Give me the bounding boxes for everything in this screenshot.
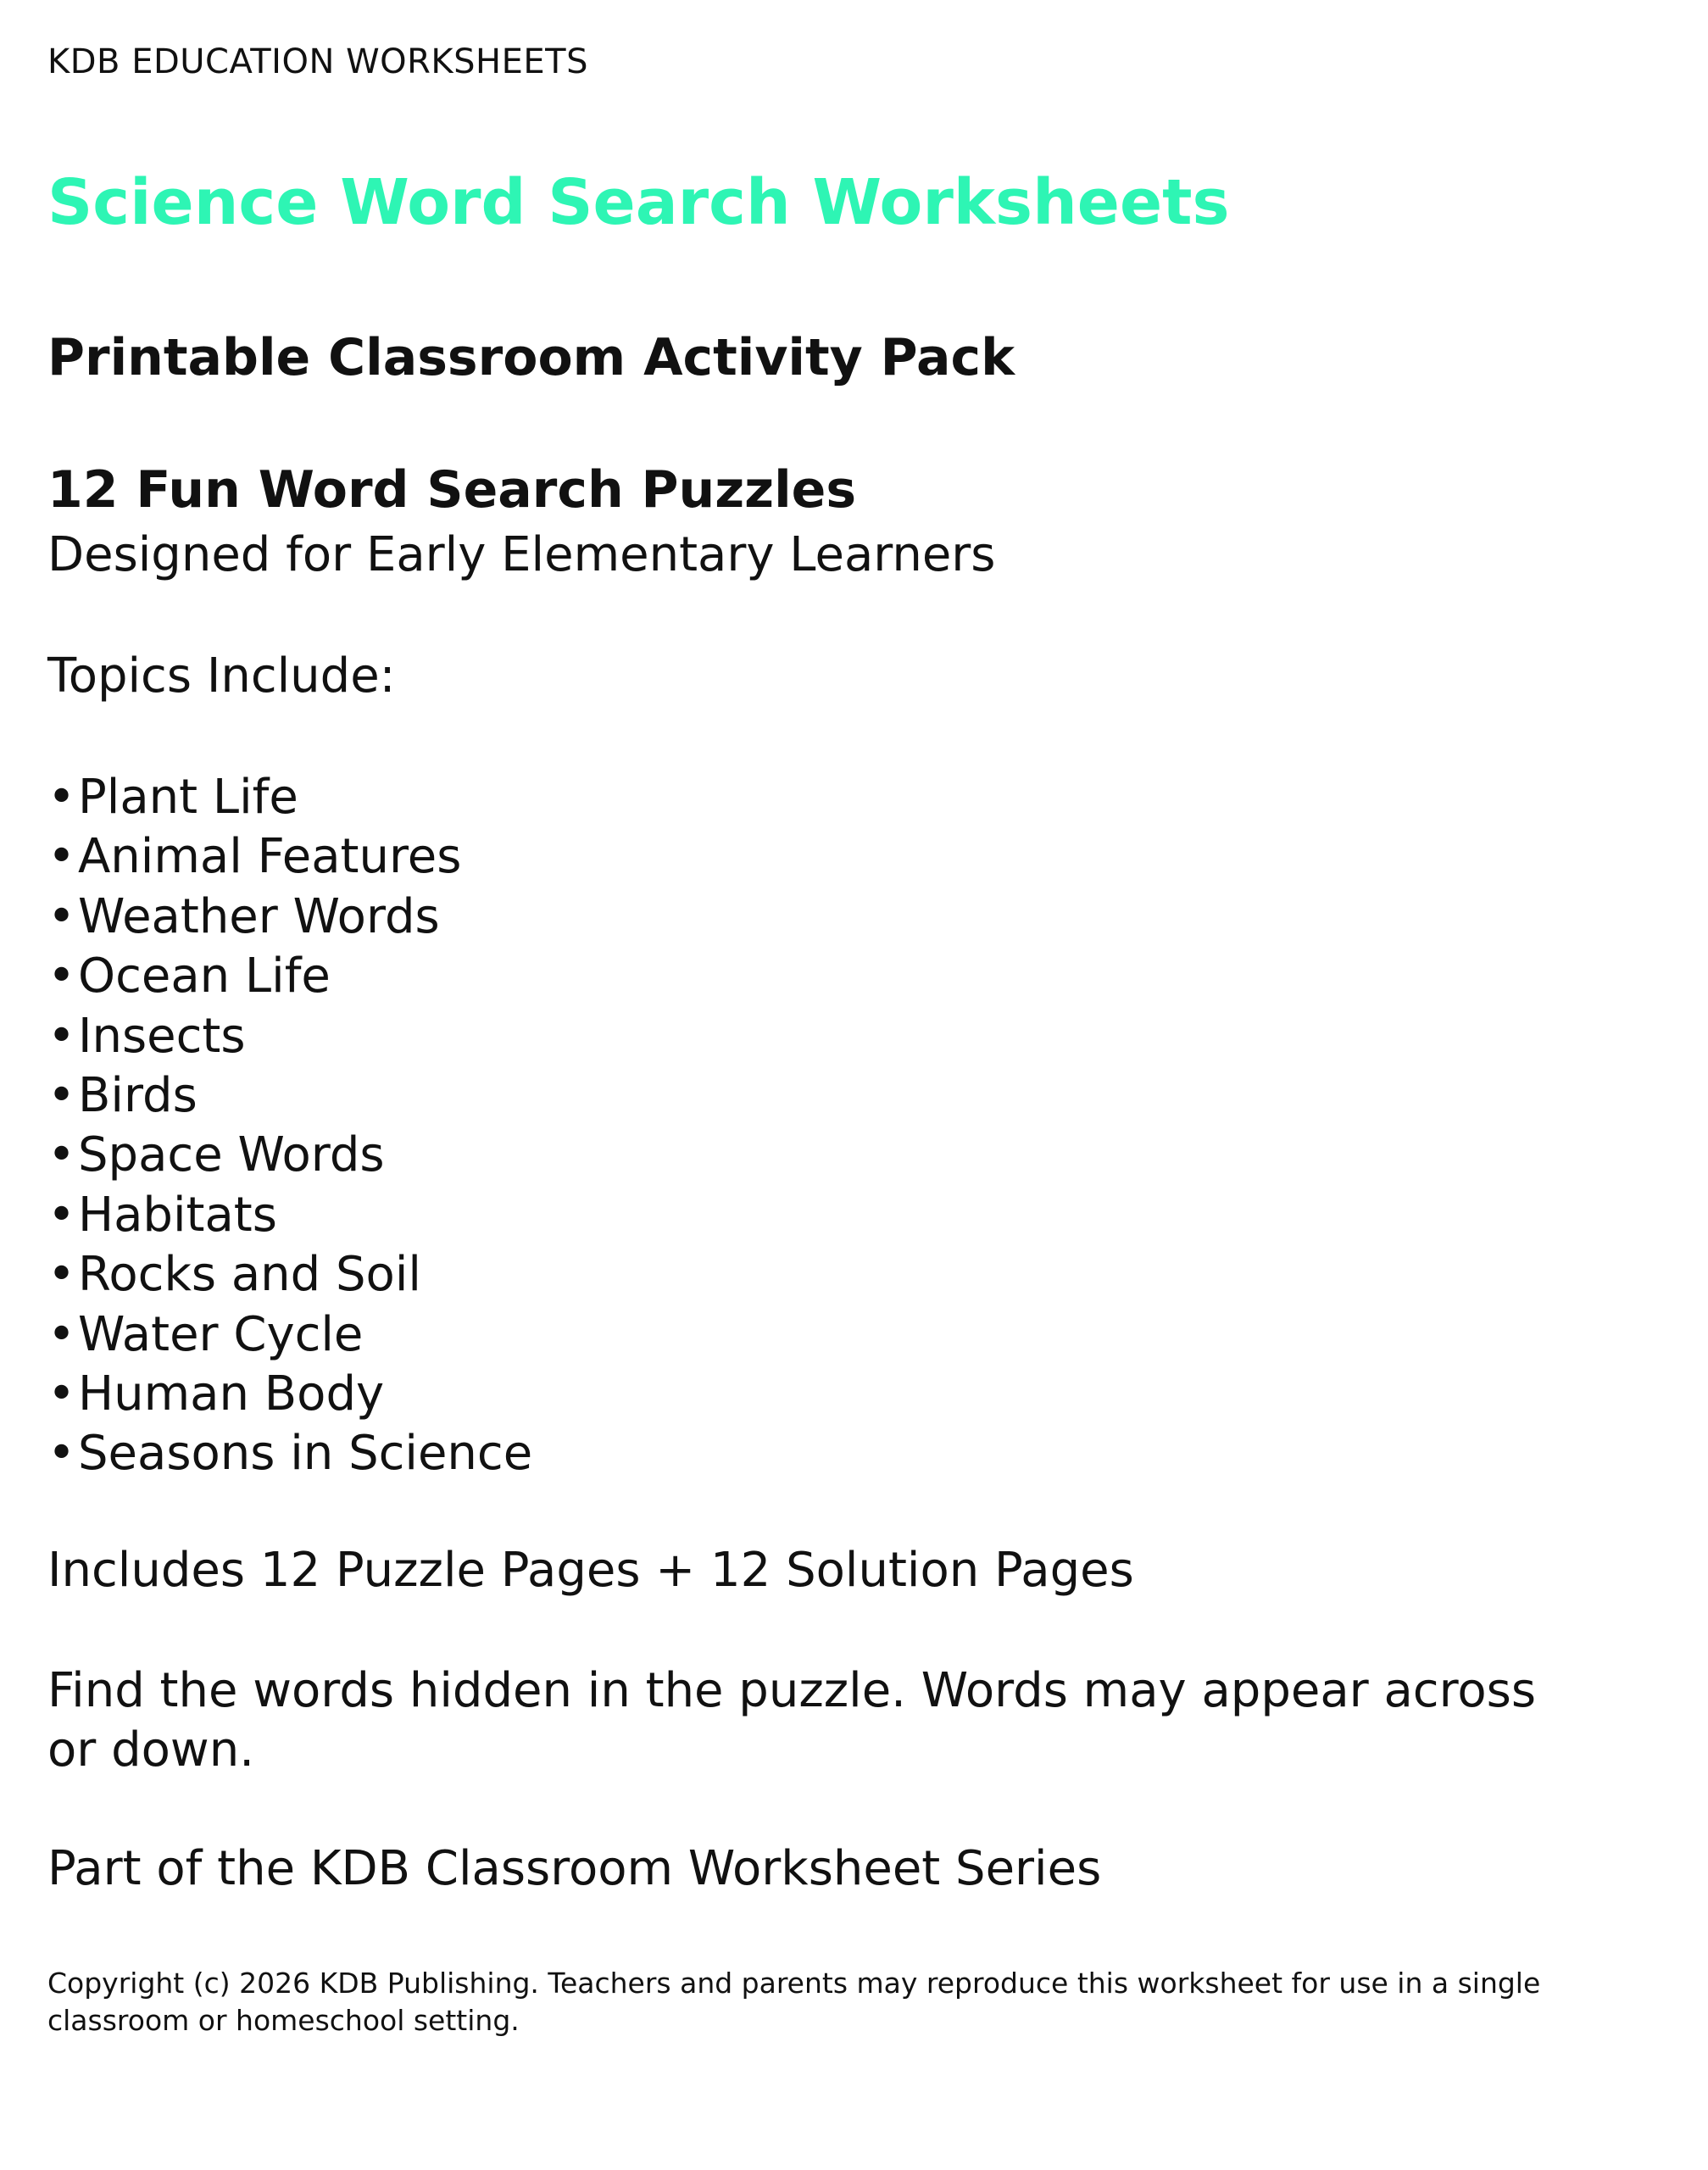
list-item [47, 1126, 532, 1185]
bullet-icon: • [47, 1067, 76, 1123]
topic-label: Insects [78, 1008, 246, 1064]
topic-label: Animal Features [78, 829, 462, 885]
bullet-icon: • [47, 1008, 76, 1064]
topic-label: Space Words [78, 1127, 385, 1183]
list-item [47, 768, 532, 827]
copyright-notice: Copyright (c) 2026 KDB Publishing. Teachers and parents may reproduce this worksheet for use in a single classroom or homeschool setting. [47, 1967, 1541, 2037]
bullet-icon: • [47, 1187, 76, 1243]
list-item [47, 1245, 532, 1305]
bullet-icon: • [47, 888, 76, 944]
topic-label: Plant Life [78, 770, 298, 825]
list-item [47, 947, 532, 1006]
series-text: Part of the KDB Classroom Worksheet Series [47, 1841, 1102, 1896]
topic-label: Rocks and Soil [78, 1247, 421, 1303]
topic-label: Habitats [78, 1187, 277, 1243]
bullet-icon: • [47, 1247, 76, 1303]
list-item [47, 827, 532, 887]
topic-label: Water Cycle [78, 1306, 364, 1362]
list-item [47, 1066, 532, 1126]
list-item [47, 1424, 532, 1483]
audience-text: Designed for Early Elementary Learners [47, 527, 996, 582]
topics-list [47, 768, 532, 1484]
page-title: Science Word Search Worksheets [47, 166, 1230, 239]
subtitle: Printable Classroom Activity Pack [47, 328, 1015, 387]
list-item [47, 1186, 532, 1245]
list-item [47, 1305, 532, 1365]
instructions-text: Find the words hidden in the puzzle. Words may appear across or down. [47, 1663, 1536, 1778]
bullet-icon: • [47, 1306, 76, 1362]
includes-text: Includes 12 Puzzle Pages + 12 Solution Pages [47, 1543, 1134, 1598]
bullet-icon: • [47, 1127, 76, 1183]
list-item [47, 887, 532, 947]
topic-label: Weather Words [78, 888, 440, 944]
bullet-icon: • [47, 1426, 76, 1482]
puzzles-heading: 12 Fun Word Search Puzzles [47, 460, 857, 520]
brand-header: KDB EDUCATION WORKSHEETS [47, 42, 588, 81]
bullet-icon: • [47, 949, 76, 1004]
list-item [47, 1007, 532, 1066]
topic-label: Birds [78, 1067, 198, 1123]
topics-heading: Topics Include: [47, 648, 396, 704]
topic-label: Human Body [78, 1366, 385, 1422]
bullet-icon: • [47, 1366, 76, 1422]
bullet-icon: • [47, 770, 76, 825]
topic-label: Ocean Life [78, 949, 331, 1004]
topic-label: Seasons in Science [78, 1426, 533, 1482]
bullet-icon: • [47, 829, 76, 885]
list-item [47, 1365, 532, 1424]
